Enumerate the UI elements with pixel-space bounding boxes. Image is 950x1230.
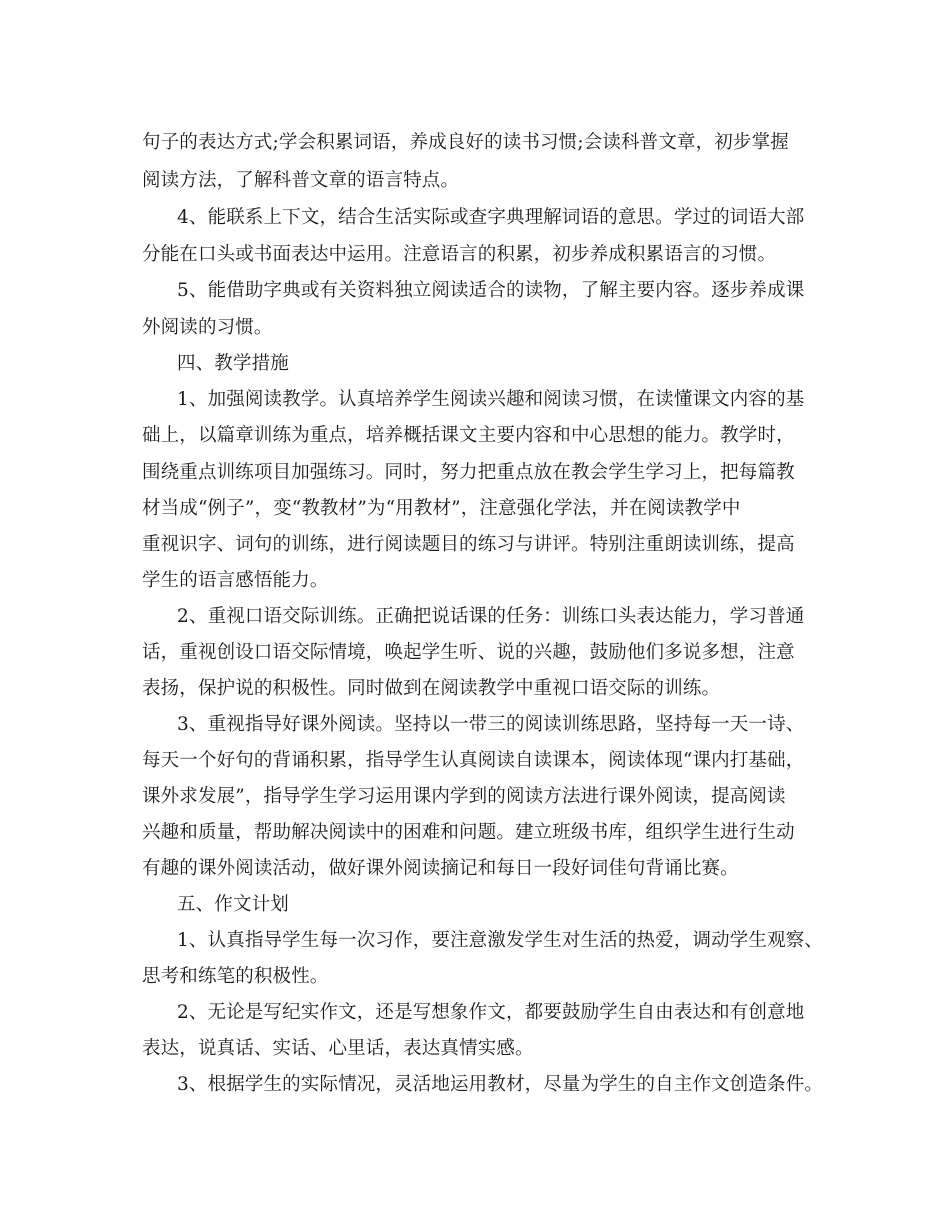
text-line: 思考和练笔的积极性。	[142, 966, 329, 987]
text-line: 外阅读的习惯。	[142, 317, 273, 338]
text-line: 围绕重点训练项目加强练习。同时，努力把重点放在教会学生学习上，把每篇教	[142, 462, 795, 483]
text-line: 课外求发展”，指导学生学习运用课内学到的阅读方法进行课外阅读，提高阅读	[142, 786, 786, 807]
text-line: 材当成“例子”，变“教教材”为“用教材”，注意强化学法，并在阅读教学中	[142, 498, 741, 519]
text-line: 学生的语言感悟能力。	[142, 570, 329, 591]
text-line: 4、能联系上下文，结合生活实际或查字典理解词语的意思。学过的词语大部	[177, 207, 805, 228]
text-line: 5、能借助字典或有关资料独立阅读适合的读物，了解主要内容。逐步养成课	[177, 280, 805, 301]
text-line: 表达，说真话、实话、心里话，表达真情实感。	[142, 1038, 534, 1059]
text-line: 话，重视创设口语交际情境，唤起学生听、说的兴趣，鼓励他们多说多想，注意	[142, 642, 795, 663]
section-heading: 五、作文计划	[177, 894, 289, 915]
text-line: 2、重视口语交际训练。正确把说话课的任务：训练口头表达能力，学习普通	[177, 606, 805, 627]
text-line: 每天一个好句的背诵积累，指导学生认真阅读自读课本，阅读体现“课内打基础，	[142, 750, 805, 771]
text-line: 句子的表达方式;学会积累词语，养成良好的读书习惯;会读科普文章，初步掌握	[142, 132, 789, 153]
text-line: 础上，以篇章训练为重点，培养概括课文主要内容和中心思想的能力。教学时，	[142, 425, 795, 446]
text-line: 1、认真指导学生每一次习作，要注意激发学生对生活的热爱，调动学生观察、	[177, 930, 824, 951]
text-line: 3、根据学生的实际情况，灵活地运用教材，尽量为学生的自主作文创造条件。	[177, 1074, 824, 1095]
section-heading: 四、教学措施	[177, 353, 289, 374]
text-line: 3、重视指导好课外阅读。坚持以一带三的阅读训练思路，坚持每一天一诗、	[177, 714, 805, 735]
text-line: 有趣的课外阅读活动，做好课外阅读摘记和每日一段好词佳句背诵比赛。	[142, 858, 739, 879]
text-line: 阅读方法，了解科普文章的语言特点。	[142, 170, 460, 191]
text-line: 表扬，保护说的积极性。同时做到在阅读教学中重视口语交际的训练。	[142, 678, 721, 699]
text-line: 2、无论是写纪实作文，还是写想象作文，都要鼓励学生自由表达和有创意地	[177, 1002, 805, 1023]
text-line: 1、加强阅读教学。认真培养学生阅读兴趣和阅读习惯，在读懂课文内容的基	[177, 389, 805, 410]
text-line: 分能在口头或书面表达中运用。注意语言的积累，初步养成积累语言的习惯。	[142, 244, 777, 265]
text-line: 兴趣和质量，帮助解决阅读中的困难和问题。建立班级书库，组织学生进行生动	[142, 822, 795, 843]
text-line: 重视识字、词句的训练，进行阅读题目的练习与讲评。特别注重朗读训练，提高	[142, 534, 795, 555]
